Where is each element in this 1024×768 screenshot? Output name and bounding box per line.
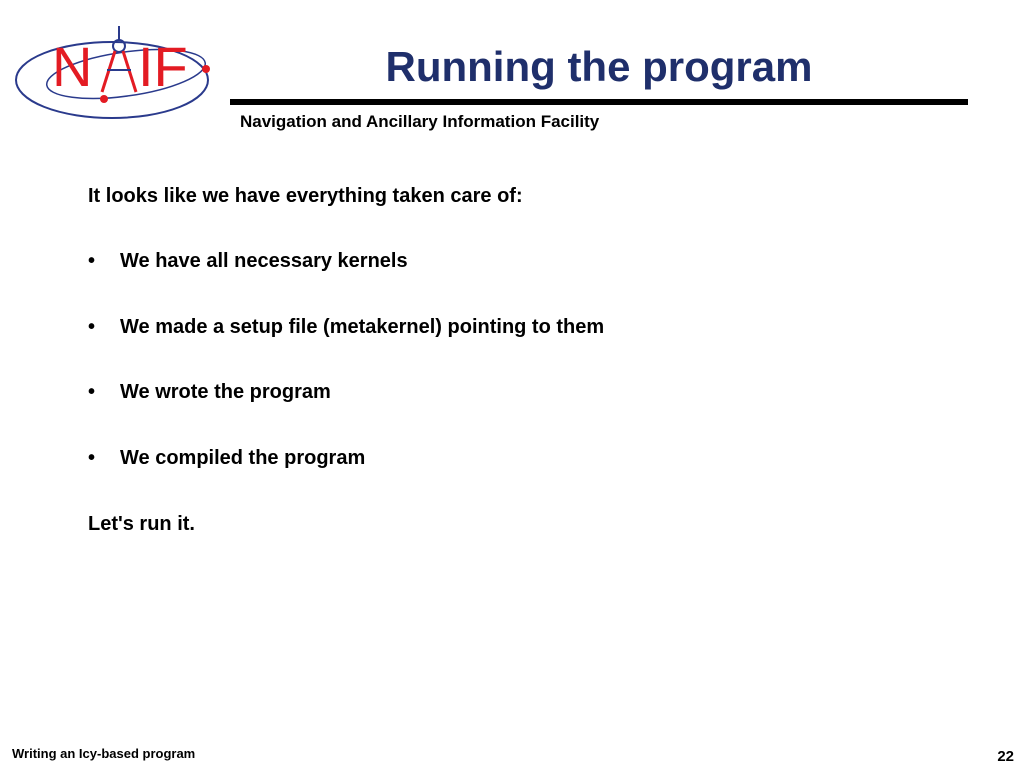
page-number: 22: [997, 748, 1014, 765]
page-subtitle: Navigation and Ancillary Information Facility: [240, 112, 600, 131]
compass-icon: [102, 26, 136, 92]
bullet-icon: •: [88, 250, 96, 272]
bullet-text: We wrote the program: [120, 381, 331, 403]
page-title: Running the program: [385, 43, 813, 90]
bullet-text: We made a setup file (metakernel) pointing to them: [120, 315, 605, 338]
bullet-icon: •: [88, 381, 96, 403]
bullet-icon: •: [88, 315, 96, 338]
title-divider: [230, 99, 968, 105]
bullet-text: We have all necessary kernels: [120, 250, 408, 272]
logo-letter-n: N: [52, 35, 93, 98]
intro-text: It looks like we have everything taken care of:: [88, 185, 523, 207]
bullet-icon: •: [88, 446, 96, 469]
footer-caption: Writing an Icy-based program: [12, 746, 196, 761]
naif-logo: [14, 22, 234, 126]
planet-dot-left: [100, 95, 108, 103]
planet-dot-right: [202, 65, 210, 73]
naif-logo-graphic: [14, 22, 234, 126]
bullet-text: We compiled the program: [120, 446, 366, 469]
logo-letters-if: IF: [138, 35, 188, 98]
closing-text: Let's run it.: [88, 513, 195, 535]
